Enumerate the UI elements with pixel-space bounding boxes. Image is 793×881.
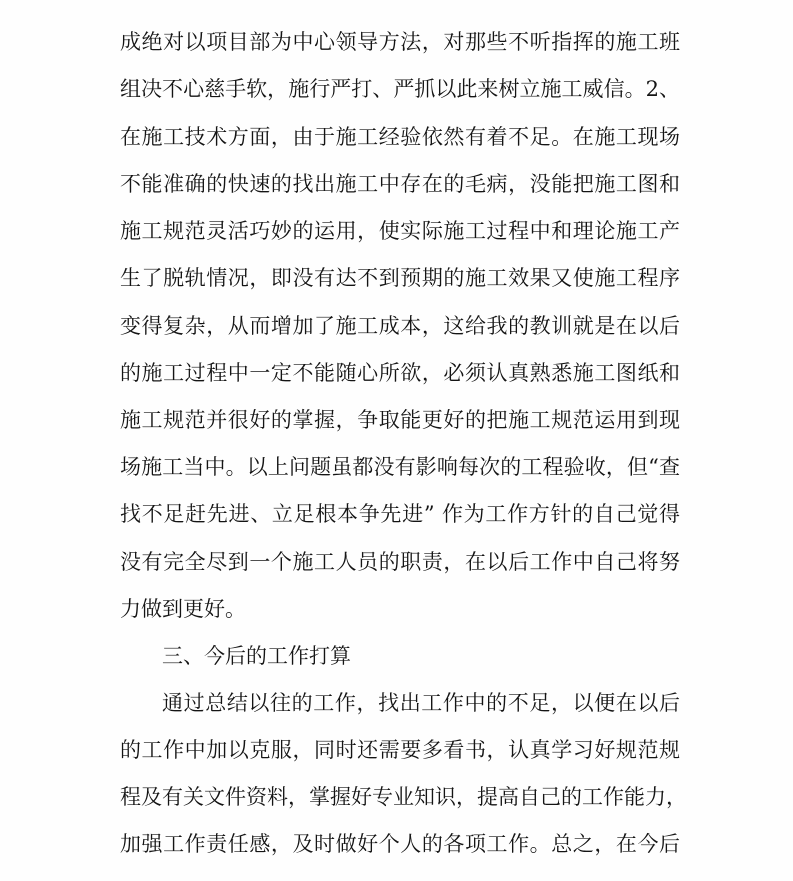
text-line: 程及有关文件资料，掌握好专业知识，提高自己的工作能力， <box>120 785 687 809</box>
text-line: 加强工作责任感，及时做好个人的各项工作。总之，在今后 <box>120 832 680 856</box>
text-line: 生了脱轨情况，即没有达不到预期的施工效果又使施工程序 <box>120 266 680 290</box>
text-line: 成绝对以项目部为中心领导方法，对那些不听指挥的施工班 <box>120 30 680 54</box>
text-line: 场施工当中。以上问题虽都没有影响每次的工程验收，但“查 <box>120 455 680 479</box>
text-line: 通过总结以往的工作，找出工作中的不足，以便在以后 <box>162 691 680 715</box>
text-line: 施工规范灵活巧妙的运用，使实际施工过程中和理论施工产 <box>120 219 680 243</box>
text-line: 变得复杂，从而增加了施工成本，这给我的教训就是在以后 <box>120 314 680 338</box>
section-heading: 三、今后的工作打算 <box>162 644 351 668</box>
text-line: 不能准确的快速的找出施工中存在的毛病，没能把施工图和 <box>120 172 680 196</box>
text-line: 没有完全尽到一个施工人员的职责，在以后工作中自己将努 <box>120 550 680 574</box>
text-line: 的施工过程中一定不能随心所欲，必须认真熟悉施工图纸和 <box>120 361 680 385</box>
text-line: 施工规范并很好的掌握，争取能更好的把施工规范运用到现 <box>120 408 680 432</box>
text-line: 组决不心慈手软，施行严打、严抓以此来树立施工威信。2、 <box>120 77 680 101</box>
text-line: 在施工技术方面，由于施工经验依然有着不足。在施工现场 <box>120 125 680 149</box>
text-line: 找不足赶先进、立足根本争先进” 作为工作方针的自己觉得 <box>120 502 680 526</box>
text-line: 的工作中加以克服，同时还需要多看书，认真学习好规范规 <box>120 738 680 762</box>
text-line: 力做到更好。 <box>120 597 246 621</box>
